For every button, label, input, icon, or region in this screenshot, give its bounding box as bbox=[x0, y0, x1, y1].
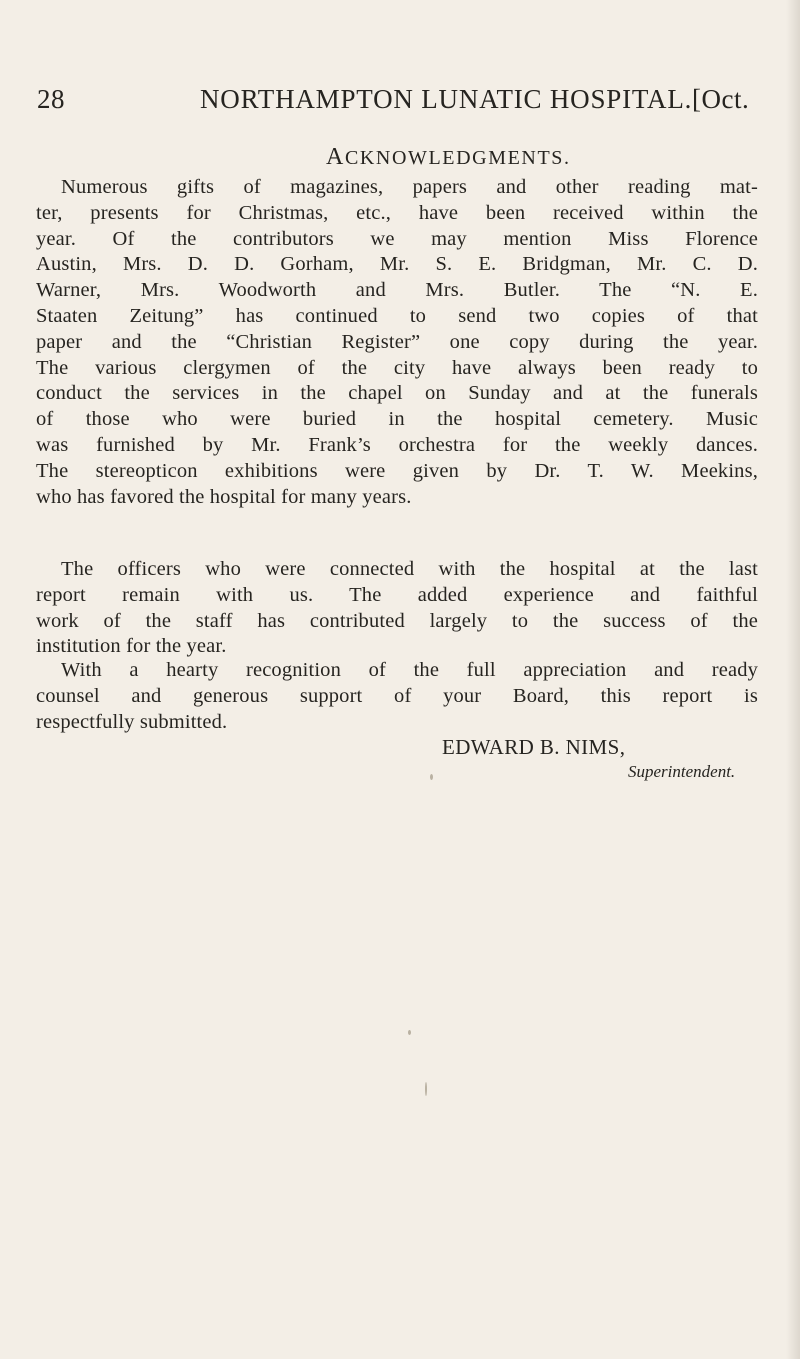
section-heading-initial: A bbox=[326, 144, 345, 170]
text-line: paper and the “Christian Register” one copy during the year. bbox=[36, 330, 758, 353]
text-line: Staaten Zeitung” has continued to send two copies of that bbox=[36, 304, 758, 327]
text-line: Numerous gifts of magazines, papers and other reading mat- bbox=[61, 176, 758, 198]
page-edge-shadow bbox=[786, 0, 800, 1359]
page-number: 28 bbox=[37, 84, 65, 114]
text-line: work of the staff has contributed largely to the success of the bbox=[36, 609, 758, 632]
text-line: institution for the year. bbox=[36, 635, 227, 658]
text-line: respectfully submitted. bbox=[36, 710, 228, 733]
running-title: NORTHAMPTON LUNATIC HOSPITAL. bbox=[200, 84, 693, 114]
paper-speck bbox=[408, 1030, 411, 1035]
paragraph-officers bbox=[36, 557, 758, 660]
text-line: was furnished by Mr. Frank’s orchestra for the weekly dances. bbox=[36, 433, 758, 456]
text-line: who has favored the hospital for many years. bbox=[36, 485, 412, 508]
paragraph-closing bbox=[36, 658, 758, 735]
text-line: The stereopticon exhibitions were given by Dr. T. W. Meekins, bbox=[36, 459, 758, 482]
running-header bbox=[37, 84, 757, 124]
text-line: The officers who were connected with the hospital at the last bbox=[61, 558, 758, 580]
text-line: The various clergymen of the city have always been ready to bbox=[36, 356, 758, 379]
text-line: Austin, Mrs. D. D. Gorham, Mr. S. E. Bridgman, Mr. C. D. bbox=[36, 253, 758, 276]
signature-name: EDWARD B. NIMS, bbox=[442, 735, 626, 759]
paragraph-gifts bbox=[36, 175, 758, 510]
text-line: Warner, Mrs. Woodworth and Mrs. Butler. The “N. E. bbox=[36, 279, 758, 302]
text-line: With a hearty recognition of the full appreciation and ready bbox=[61, 659, 758, 681]
signature-title: Superintendent. bbox=[628, 762, 736, 781]
text-line: counsel and generous support of your Board, this report is bbox=[36, 684, 758, 707]
text-line: ter, presents for Christmas, etc., have been received within the bbox=[36, 201, 758, 224]
text-line: year. Of the contributors we may mention Miss Florence bbox=[36, 227, 758, 250]
text-line: of those who were buried in the hospital cemetery. Music bbox=[36, 408, 758, 431]
text-line: conduct the services in the chapel on Sunday and at the funerals bbox=[36, 382, 758, 405]
running-month: [Oct. bbox=[692, 84, 750, 114]
paper-speck bbox=[425, 1082, 427, 1096]
paper-speck bbox=[430, 774, 433, 780]
section-heading bbox=[326, 144, 571, 171]
text-line: report remain with us. The added experience and faithful bbox=[36, 583, 758, 606]
section-heading-rest: CKNOWLEDGMENTS. bbox=[344, 147, 571, 169]
